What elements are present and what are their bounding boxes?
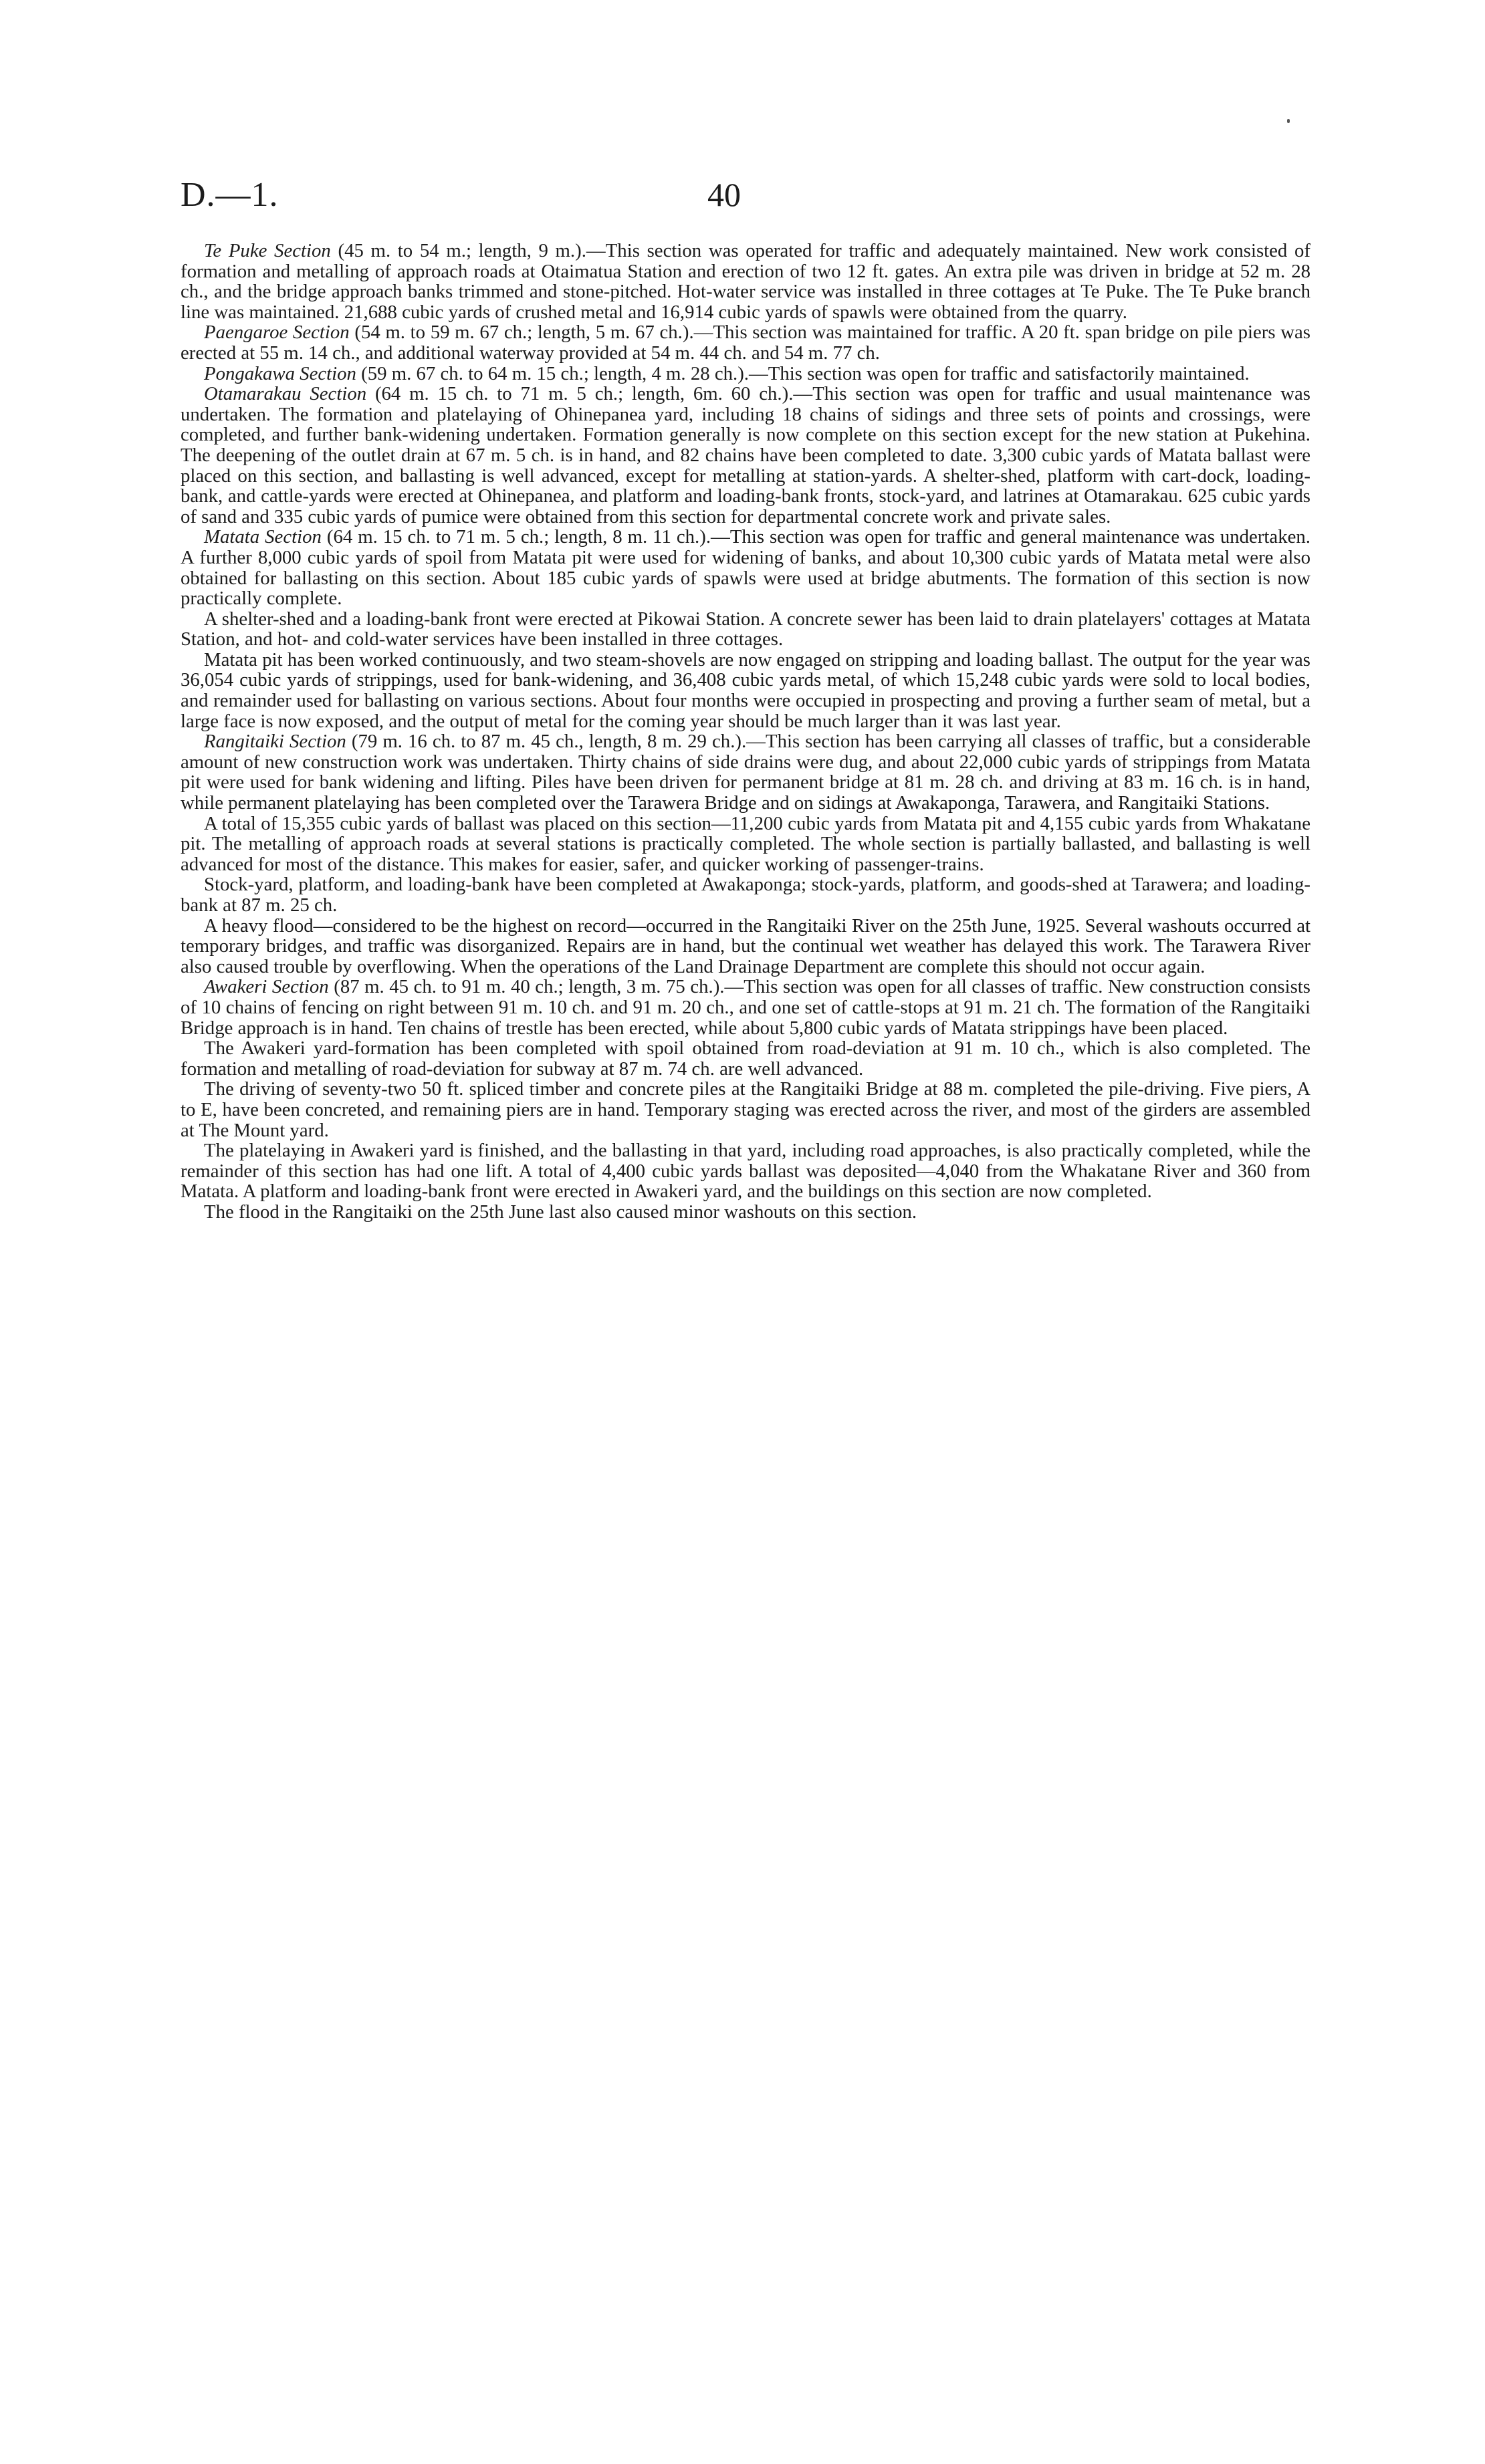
paragraph-te-puke-section	[181, 241, 1310, 322]
paragraph-rangitaiki-section	[181, 731, 1310, 813]
paragraph-text: (54 m. to 59 m. 67 ch.; length, 5 m. 67 ch.).—This section was maintained for traffic. A 20 ft. span bridge on pile piers was erected at 55 m. 14 ch., and additional waterway provided at 54 m. 44 ch. and 54 m. 77 ch.	[181, 322, 1310, 364]
document-reference: D.—1.	[181, 176, 279, 214]
paragraph-text: The driving of seventy-two 50 ft. spliced timber and concrete piles at the Rangitaiki Bridge at 88 m. completed the pile-driving. Five piers, A to E, have been concreted, and remaining piers are in hand. Temporary staging was erected across the river, and most of the girders are assembled at The Mount yard.	[181, 1078, 1310, 1141]
paragraph-text: Matata pit has been worked continuously, and two steam-shovels are now engaged on stripping and loading ballast. The output for the year was 36,054 cubic yards of strippings, used for bank-widening, and 36,408 cubic yards metal, of which 15,248 cubic yards were sold to local bodies, and remainder used for ballasting on various sections. About four months were occupied in prospecting and proving a further seam of metal, but a large face is now exposed, and the output of metal for the coming year should be much larger than it was last year.	[181, 648, 1310, 732]
page-header	[181, 175, 1310, 222]
paragraph-matata-section	[181, 527, 1310, 608]
paragraph-text: The Awakeri yard-formation has been completed with spoil obtained from road-deviation at 91 m. 10 ch., which is also completed. The formation and metalling of road-deviation for subway at 87 m. 74 ch. are well advanced.	[181, 1037, 1310, 1080]
paragraph-pongakawa-section	[181, 364, 1310, 384]
paragraph-text: A shelter-shed and a loading-bank front were erected at Pikowai Station. A concrete sewer has been laid to drain platelayers' cottages at Matata Station, and hot- and cold-water services have been installed in three cottages.	[181, 608, 1310, 650]
section-title-pongakawa: Pongakawa Section	[204, 362, 356, 384]
paragraph-awakeri-yard	[181, 1038, 1310, 1079]
report-body	[181, 241, 1310, 1223]
paragraph-text: (64 m. 15 ch. to 71 m. 5 ch.; length, 8 m. 11 ch.).—This section was open for traffic and general maintenance was undertaken. A further 8,000 cubic yards of spoil from Matata pit were used for widening of banks, and about 10,300 cubic yards of Matata metal were also obtained for ballasting on this section. About 185 cubic yards of spawls were used at bridge abutments. The formation of this section is now practically complete.	[181, 526, 1310, 610]
paragraph-otamarakau-section	[181, 384, 1310, 527]
section-title-matata: Matata Section	[204, 526, 322, 548]
paragraph-text: Stock-yard, platform, and loading-bank have been completed at Awakaponga; stock-yards, platform, and goods-shed at Tarawera; and loading-bank at 87 m. 25 ch.	[181, 874, 1310, 916]
paragraph-text: (45 m. to 54 m.; length, 9 m.).—This section was operated for traffic and adequately maintained. New work consisted of formation and metalling of approach roads at Otaimatua Station and erection of two 12 ft. gates. An extra pile was driven in bridge at 52 m. 28 ch., and the bridge approach banks trimmed and stone-pitched. Hot-water service was installed in three cottages at Te Puke. The Te Puke branch line was maintained. 21,688 cubic yards of crushed metal and 16,914 cubic yards of spawls were obtained from the quarry.	[181, 240, 1310, 323]
paragraph-text: (64 m. 15 ch. to 71 m. 5 ch.; length, 6m. 60 ch.).—This section was open for traffic and usual maintenance was undertaken. The formation and platelaying of Ohinepanea yard, including 18 chains of sidings and three sets of points and crossings, were completed, and further bank-widening undertaken. Formation generally is now complete on this section except for the new station at Pukehina. The deepening of the outlet drain at 67 m. 5 ch. is in hand, and 82 chains have been completed to date. 3,300 cubic yards of Matata ballast were placed on this section, and ballasting is well advanced, except for metalling at station-yards. A shelter-shed, platform with cart-dock, loading-bank, and cattle-yards were erected at Ohinepanea, and platform and loading-bank fronts, stock-yard, and latrines at Otamarakau. 625 cubic yards of sand and 335 cubic yards of pumice were obtained from this section for departmental concrete work and private sales.	[181, 383, 1310, 527]
paragraph-text: (59 m. 67 ch. to 64 m. 15 ch.; length, 4 m. 28 ch.).—This section was open for traffic and satisfactorily maintained.	[356, 362, 1250, 384]
paragraph-pikowai-shelter	[181, 609, 1310, 650]
paragraph-flood-washouts	[181, 1202, 1310, 1223]
margin-speck	[1287, 119, 1290, 123]
paragraph-matata-pit	[181, 650, 1310, 731]
section-title-te-puke: Te Puke Section	[204, 240, 331, 261]
section-title-paengaroe: Paengaroe Section	[204, 322, 350, 344]
section-title-rangitaiki: Rangitaiki Section	[204, 731, 346, 753]
paragraph-text: A total of 15,355 cubic yards of ballast was placed on this section—11,200 cubic yards from Matata pit and 4,155 cubic yards from Whakatane pit. The metalling of approach roads at several stations is practically completed. The whole section is partially ballasted, and ballasting is well advanced for most of the distance. This makes for easier, safer, and quicker working of passenger-trains.	[181, 812, 1310, 875]
paragraph-text: The platelaying in Awakeri yard is finished, and the ballasting in that yard, including road approaches, is also practically completed, while the remainder of this section has had one lift. A total of 4,400 cubic yards ballast was deposited—4,040 from the Whakatane River and 360 from Matata. A platform and loading-bank front were erected in Awakeri yard, and the buildings on this section are now completed.	[181, 1140, 1310, 1203]
paragraph-ballast-total	[181, 814, 1310, 875]
paragraph-stock-yard	[181, 874, 1310, 915]
paragraph-text: (79 m. 16 ch. to 87 m. 45 ch., length, 8 m. 29 ch.).—This section has been carrying all classes of traffic, but a considerable amount of new construction work was undertaken. Thirty chains of side drains were dug, and about 22,000 cubic yards of strippings from Matata pit were used for bank widening and lifting. Piles have been driven for permanent bridge at 81 m. 28 ch. and driving at 83 m. 16 ch. is in hand, while permanent platelaying has been completed over the Tarawera Bridge and on sidings at Awakaponga, Tarawera, and Rangitaiki Stations.	[181, 731, 1310, 814]
paragraph-flood	[181, 916, 1310, 977]
paragraph-awakeri-section	[181, 977, 1310, 1038]
section-title-otamarakau: Otamarakau Section	[204, 383, 367, 405]
paragraph-text: (87 m. 45 ch. to 91 m. 40 ch.; length, 3 m. 75 ch.).—This section was open for all classes of traffic. New construction consists of 10 chains of fencing on right between 91 m. 10 ch. and 91 m. 20 ch., and one set of cattle-stops at 91 m. 21 ch. The formation of the Rangitaiki Bridge approach is in hand. Ten chains of trestle has been erected, while about 5,800 cubic yards of Matata strippings have been placed.	[181, 976, 1311, 1039]
paragraph-text: A heavy flood—considered to be the highest on record—occurred in the Rangitaiki River on the 25th June, 1925. Several washouts occurred at temporary bridges, and traffic was disorganized. Repairs are in hand, but the continual wet weather has delayed this work. The Tarawera River also caused trouble by overflowing. When the operations of the Land Drainage Department are complete this should not occur again.	[181, 914, 1310, 977]
section-title-awakeri: Awakeri Section	[204, 976, 329, 998]
page-number: 40	[707, 176, 741, 213]
paragraph-paengaroe-section	[181, 322, 1310, 363]
paragraph-pile-driving	[181, 1079, 1310, 1140]
paragraph-text: The flood in the Rangitaiki on the 25th June last also caused minor washouts on this section.	[204, 1201, 917, 1223]
paragraph-platelaying	[181, 1140, 1310, 1202]
